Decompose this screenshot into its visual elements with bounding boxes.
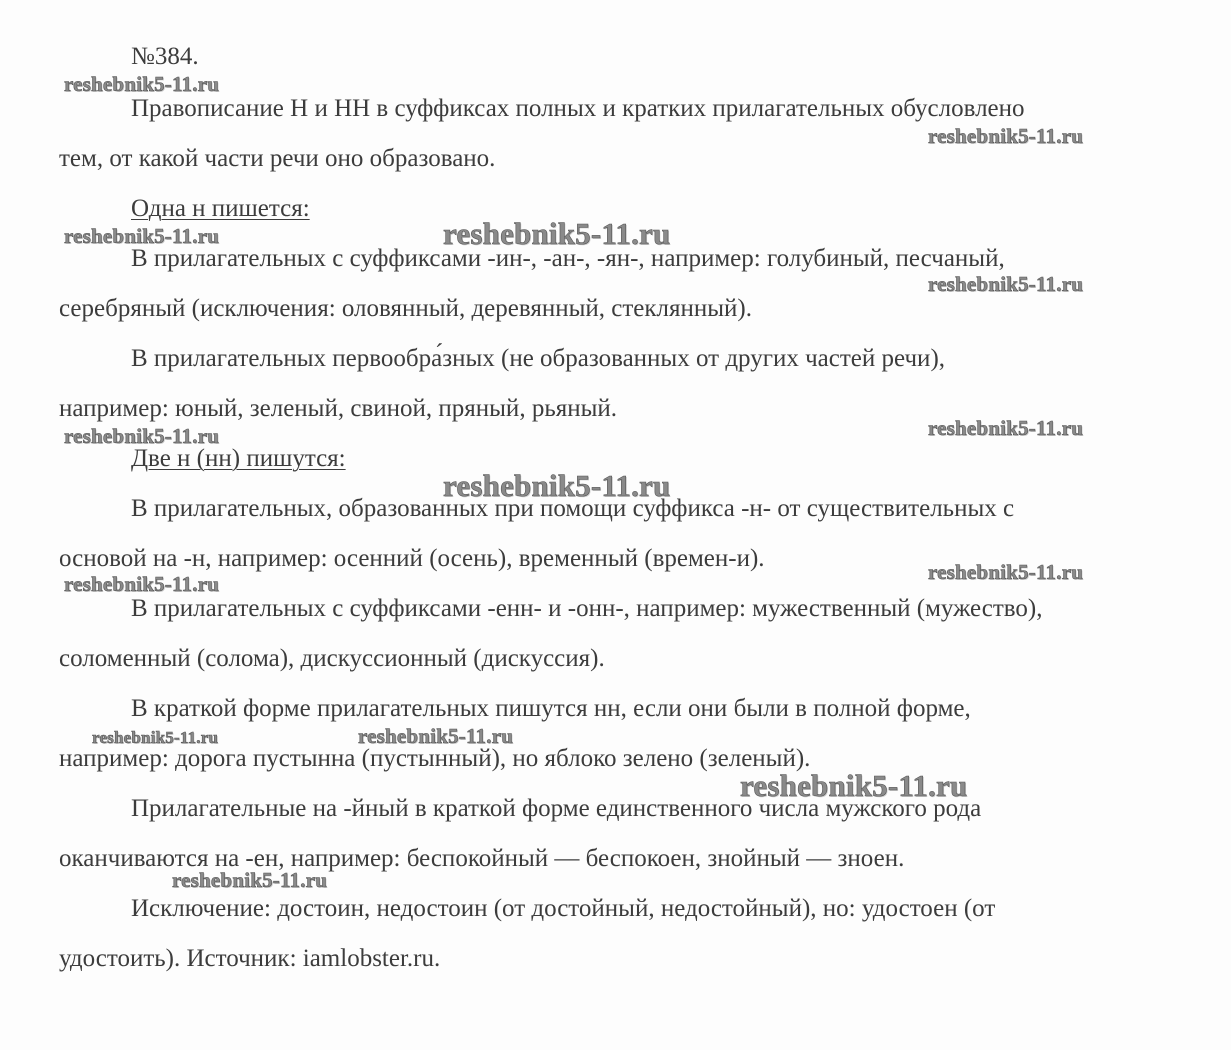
watermark: reshebnik5-11.ru xyxy=(443,216,671,251)
text-line-7: например: юный, зеленый, свиной, пряный, рьяный. xyxy=(59,395,618,422)
watermark: reshebnik5-11.ru xyxy=(64,572,220,596)
watermark: reshebnik5-11.ru xyxy=(928,272,1084,296)
text-line-18: удостоить). Источник: iamlobster.ru. xyxy=(59,945,441,972)
watermark: reshebnik5-11.ru xyxy=(443,468,671,503)
watermark: reshebnik5-11.ru xyxy=(358,724,514,748)
text-line-17: Исключение: достоин, недостоин (от достойный, недостойный), но: удостоен (от xyxy=(131,895,996,922)
watermark: reshebnik5-11.ru xyxy=(64,72,220,96)
text-line-6: В прилагательных первообра́зных (не образованных от других частей речи), xyxy=(131,345,946,372)
text-line-15: Прилагательные на -йный в краткой форме единственного числа мужского рода xyxy=(131,795,982,822)
watermark: reshebnik5-11.ru xyxy=(64,224,220,248)
section-heading-double-n: Две н (нн) пишутся: xyxy=(131,445,346,472)
text-line-13: В краткой форме прилагательных пишутся нн, если они были в полной форме, xyxy=(131,695,971,722)
watermark: reshebnik5-11.ru xyxy=(928,560,1084,584)
text-line-16: оканчиваются на -ен, например: беспокойный — беспокоен, знойный — зноен. xyxy=(59,845,905,872)
text-line-9: В прилагательных, образованных при помощи суффикса -н- от существительных с xyxy=(131,495,1015,522)
text-line-11: В прилагательных с суффиксами -енн- и -онн-, например: мужественный (мужество), xyxy=(131,595,1043,622)
text-line-4: В прилагательных с суффиксами -ин-, -ан-, -ян-, например: голубиный, песчаный, xyxy=(131,245,1005,272)
watermark: reshebnik5-11.ru xyxy=(740,768,968,803)
text-line-10: основой на -н, например: осенний (осень), временный (времен-и). xyxy=(59,545,765,572)
watermark: reshebnik5-11.ru xyxy=(64,424,220,448)
watermark: reshebnik5-11.ru xyxy=(928,416,1084,440)
text-line-14: например: дорога пустынна (пустынный), но яблоко зелено (зеленый). xyxy=(59,745,811,772)
watermark: reshebnik5-11.ru xyxy=(92,728,219,747)
watermark: reshebnik5-11.ru xyxy=(172,868,328,892)
text-line-2: тем, от какой части речи оно образовано. xyxy=(59,145,496,172)
task-number: №384. xyxy=(131,43,199,70)
section-heading-single-n: Одна н пишется: xyxy=(131,195,310,222)
text-line-1: Правописание Н и НН в суффиксах полных и кратких прилагательных обусловлено xyxy=(131,95,1025,122)
text-line-12: соломенный (солома), дискуссионный (дискуссия). xyxy=(59,645,605,672)
text-line-5: серебряный (исключения: оловянный, деревянный, стеклянный). xyxy=(59,295,753,322)
watermark: reshebnik5-11.ru xyxy=(928,124,1084,148)
